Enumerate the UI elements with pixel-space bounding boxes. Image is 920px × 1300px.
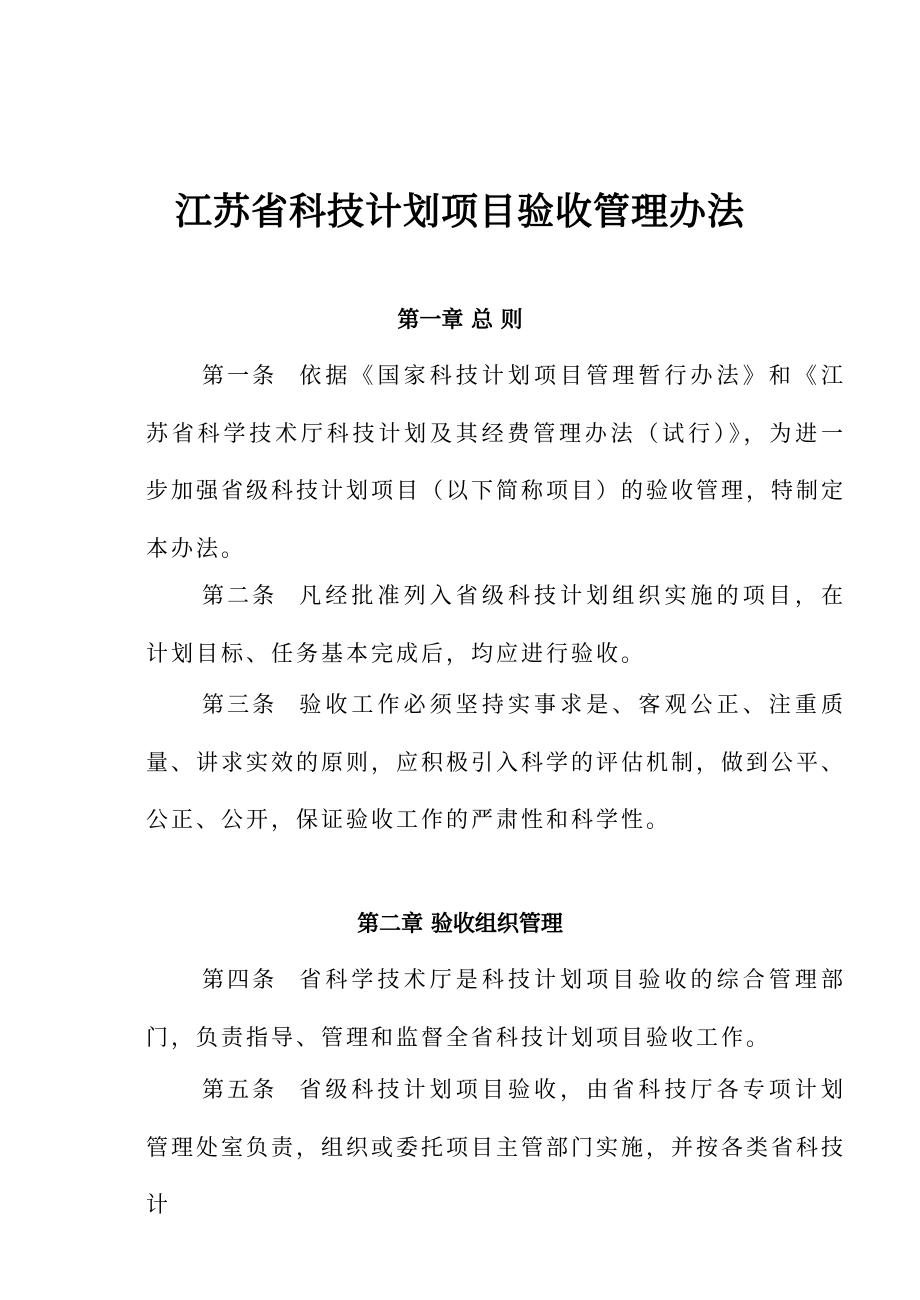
article-text: 省级科技计划项目验收，由省科技厅各专项计划管理处室负责，组织或委托项目主管部门实施，并按各类省科技计 xyxy=(146,1078,847,1218)
article-3 xyxy=(146,677,846,850)
article-2 xyxy=(146,568,846,683)
article-text: 凡经批准列入省级科技计划组织实施的项目，在计划目标、任务基本完成后，均应进行验收。 xyxy=(146,584,846,667)
article-label: 第五条 xyxy=(202,1078,278,1103)
article-1 xyxy=(146,348,846,578)
article-text: 依据《国家科技计划项目管理暂行办法》和《江苏省科学技术厅科技计划及其经费管理办法（试行）》，为进一步加强省级科技计划项目（以下简称项目）的验收管理，特制定本办法。 xyxy=(146,364,847,562)
document-title: 江苏省科技计划项目验收管理办法 xyxy=(175,190,745,233)
article-label: 第二条 xyxy=(202,584,278,609)
chapter-heading-2: 第二章 验收组织管理 xyxy=(357,912,563,937)
article-label: 第四条 xyxy=(202,968,278,993)
article-text: 验收工作必须坚持实事求是、客观公正、注重质量、讲求实效的原则，应积极引入科学的评估机制，做到公平、公正、公开，保证验收工作的严肃性和科学性。 xyxy=(146,693,847,833)
article-4 xyxy=(146,952,846,1067)
article-label: 第三条 xyxy=(202,693,278,718)
article-text: 省科学技术厅是科技计划项目验收的综合管理部门，负责指导、管理和监督全省科技计划项目验收工作。 xyxy=(146,968,846,1051)
article-label: 第一条 xyxy=(202,364,278,389)
chapter-heading-1: 第一章 总 则 xyxy=(397,308,523,333)
article-5 xyxy=(146,1062,846,1235)
